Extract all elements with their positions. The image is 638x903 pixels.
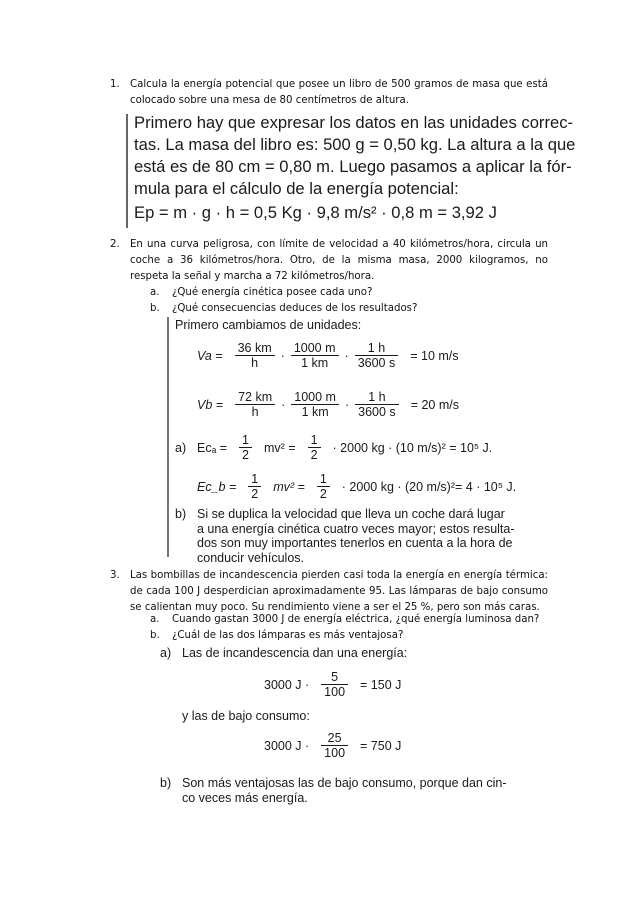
part-label: b) — [175, 507, 187, 521]
subquestion-a — [150, 285, 372, 301]
fraction: $\frac{1000 m}{1 km}$ — [291, 390, 339, 419]
subquestion-text: Cuando gastan 3000 J de energía eléctrica, ¿qué energía luminosa dan? — [172, 614, 540, 625]
potential-energy-formula: Ep = m · g · h = 0,5 Kg · 9,8 m/s² · 0,8 m = 3,92 J — [134, 203, 497, 222]
answer-2 — [167, 315, 527, 565]
equation-lhs: Vb = — [197, 397, 224, 412]
subquestion-letter: b. — [150, 303, 160, 314]
subquestion-a — [150, 612, 539, 628]
answer-line: Son más ventajosas las de bajo consumo, porque dan cin- — [182, 776, 507, 790]
equation-rhs: = 20 m/s — [410, 397, 459, 412]
answer-1 — [126, 112, 576, 224]
question-text: Las bombillas de incandescencia pierden casi toda la energía en energía térmica: de cada 100 J desperdician aproximadamente 95. Las lámparas de bajo consumo se calientan muy poco. Su rendimiento viene a ser el 25 %, pero son más caras. — [130, 570, 548, 613]
fraction: $\frac{36 km}{h}$ — [235, 341, 275, 370]
part-label: a) — [175, 440, 187, 455]
answer-line: y las de bajo consumo: — [182, 709, 310, 723]
answer-line: dos son muy importantes tenerlos en cuenta a la hora de — [197, 536, 513, 551]
answer-line: Primero hay que expresar los datos en las unidades correc- — [134, 113, 574, 132]
part-b-answer — [175, 507, 515, 565]
ecb-equation — [197, 472, 516, 501]
fraction: $\frac{5}{100}$ — [321, 670, 348, 699]
equation-lhs: Ecₐ = — [197, 440, 228, 455]
subquestion-text: ¿Qué energía cinética posee cada uno? — [172, 287, 373, 298]
answer-line: co veces más energía. — [182, 791, 308, 805]
fraction: $\frac{1000 m}{1 km}$ — [291, 341, 339, 370]
question-number: 3. — [110, 570, 120, 581]
equation-mid: mv² = — [263, 440, 296, 455]
fraction: $\frac{1}{2}$ — [308, 433, 321, 462]
incandescent-calculation — [264, 670, 401, 699]
answer-line: tas. La masa del libro es: 500 g = 0,50 kg. La altura a la que — [134, 135, 576, 154]
fraction: $\frac{1 h}{3600 s}$ — [355, 390, 399, 419]
question-text: Calcula la energía potencial que posee un libro de 500 gramos de masa que está colocado sobre una mesa de 80 centímetros de altura. — [130, 79, 548, 106]
question-text: En una curva peligrosa, con límite de velocidad a 40 kilómetros/hora, circula un coche a 36 kilómetros/hora. Otro, de la misma masa, 2000 kilogramos, no respeta la señal y marcha a 72 kilómetros/hora. — [130, 239, 548, 282]
answer-line: Si se duplica la velocidad que lleva un coche dará lugar — [197, 507, 505, 521]
subquestion-text: ¿Qué consecuencias deduces de los resultados? — [172, 303, 418, 314]
equation-rhs: = 750 J — [360, 738, 402, 753]
answer-line: está es de 80 cm = 0,80 m. Luego pasamos a aplicar la fór- — [134, 157, 572, 176]
question-3 — [112, 568, 548, 616]
eca-equation — [175, 433, 492, 462]
vb-equation: Vb = $\frac{72 km}{h}$ · $\frac{1000 m}{1 km}$ · $\frac{1 h}{3600 s}$ = 20 m/s — [197, 390, 459, 419]
equation-lhs: Ec_b = — [197, 479, 237, 494]
margin-bar — [167, 317, 169, 557]
part-label: a) — [160, 646, 172, 660]
fraction: $\frac{1}{2}$ — [248, 472, 261, 501]
answer-line: conducir vehículos. — [197, 550, 305, 565]
part-a-answer — [160, 646, 407, 660]
va-equation: Va = $\frac{36 km}{h}$ · $\frac{1000 m}{1 km}$ · $\frac{1 h}{3600 s}$ = 10 m/s — [197, 341, 459, 370]
answer-line: Las de incandescencia dan una energía: — [182, 646, 408, 660]
answer-paragraph — [134, 112, 576, 224]
equation-rhs: = 150 J — [360, 677, 402, 692]
fraction: $\frac{1 h}{3600 s}$ — [355, 341, 399, 370]
part-b-answer — [160, 776, 507, 806]
margin-bar — [126, 114, 128, 228]
fraction: $\frac{25}{100}$ — [321, 731, 348, 760]
equation-rhs: · 2000 kg · (10 m/s)² = 10⁵ J. — [332, 440, 493, 455]
subquestion-letter: a. — [150, 614, 160, 625]
question-number: 1. — [110, 79, 120, 90]
equation-lhs: 3000 J · — [264, 738, 310, 753]
question-1 — [112, 77, 548, 109]
fraction: $\frac{1}{2}$ — [239, 433, 252, 462]
question-number: 2. — [110, 239, 120, 250]
part-label: b) — [160, 776, 172, 790]
low-consumption-calculation — [264, 731, 401, 760]
answer-line: mula para el cálculo de la energía potencial: — [134, 179, 459, 198]
fraction: $\frac{72 km}{h}$ — [235, 390, 275, 419]
equation-rhs: · 2000 kg · (20 m/s)²= 4 · 10⁵ J. — [341, 479, 517, 494]
answer-3 — [160, 638, 507, 808]
equation-rhs: = 10 m/s — [410, 348, 459, 363]
subquestion-text: ¿Cuál de las dos lámparas es más ventajosa? — [172, 630, 404, 641]
subquestion-letter: a. — [150, 287, 160, 298]
question-2 — [112, 237, 548, 285]
answer-line: a una energía cinética cuatro veces mayor; estos resulta- — [197, 521, 515, 536]
equation-mid: mv² = — [273, 479, 305, 494]
subquestion-letter: b. — [150, 630, 160, 641]
equation-lhs: 3000 J · — [264, 677, 310, 692]
fraction: $\frac{1}{2}$ — [317, 472, 330, 501]
answer-intro: Primero cambiamos de unidades: — [175, 318, 362, 332]
equation-lhs: Va = — [197, 348, 223, 363]
